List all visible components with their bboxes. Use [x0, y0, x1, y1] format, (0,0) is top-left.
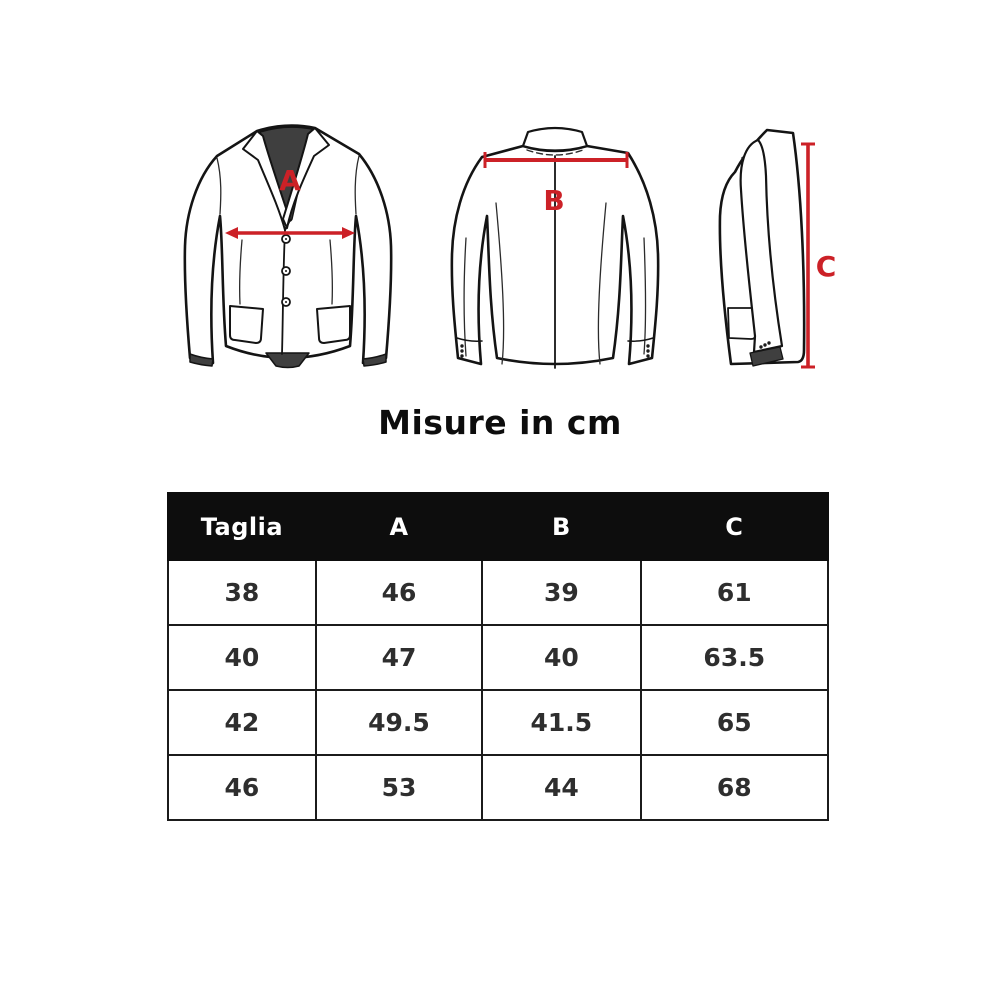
- table-row: [168, 690, 828, 755]
- right-cuff-buttons: [646, 344, 649, 357]
- measurement-label-c: C: [815, 250, 837, 283]
- measure-cell: 65: [641, 690, 828, 755]
- table-row: [168, 625, 828, 690]
- hem-gap-shade: [266, 353, 309, 368]
- measure-cell: 63.5: [641, 625, 828, 690]
- size-cell: 40: [168, 625, 316, 690]
- col-header-c: C: [641, 493, 828, 560]
- size-cell: 38: [168, 560, 316, 625]
- measure-cell: 47: [316, 625, 482, 690]
- col-header-b: B: [482, 493, 640, 560]
- right-pocket: [317, 306, 350, 343]
- size-cell: 42: [168, 690, 316, 755]
- size-cell: 46: [168, 755, 316, 820]
- jacket-front-drawing: [180, 118, 396, 370]
- measure-cell: 49.5: [316, 690, 482, 755]
- table-row: [168, 755, 828, 820]
- left-pocket: [230, 306, 263, 343]
- back-collar: [523, 128, 587, 151]
- measurement-label-a: A: [279, 164, 301, 197]
- jacket-back-drawing: [448, 118, 672, 370]
- measure-cell: 46: [316, 560, 482, 625]
- measurement-label-b: B: [543, 184, 565, 217]
- measure-cell: 44: [482, 755, 640, 820]
- left-cuff-buttons: [460, 344, 463, 357]
- col-header-a: A: [316, 493, 482, 560]
- measure-cell: 61: [641, 560, 828, 625]
- measure-cell: 39: [482, 560, 640, 625]
- size-table: [167, 492, 829, 821]
- page-title: Misure in cm: [378, 403, 622, 442]
- measure-cell: 68: [641, 755, 828, 820]
- measure-cell: 40: [482, 625, 640, 690]
- table-header-row: [168, 493, 828, 560]
- col-header-taglia: Taglia: [168, 493, 316, 560]
- jacket-side-drawing: [698, 118, 840, 370]
- measure-cell: 53: [316, 755, 482, 820]
- measure-cell: 41.5: [482, 690, 640, 755]
- table-row: [168, 560, 828, 625]
